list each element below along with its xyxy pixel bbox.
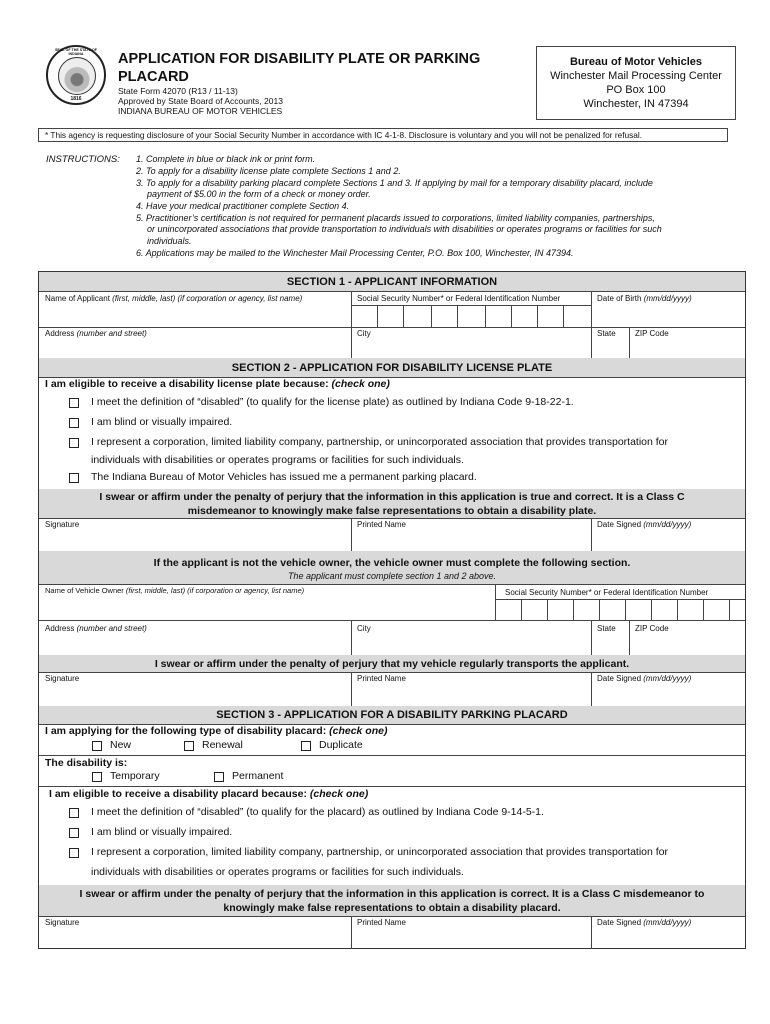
placard-type-question: I am applying for the following type of disability placard: (check one): [45, 725, 388, 737]
placard-swear-line2: knowingly make false representations to obtain a disability placard.: [223, 902, 561, 914]
owner-date-signed-input[interactable]: [592, 685, 742, 703]
seal-year: 1816: [70, 96, 82, 102]
section2-title: SECTION 2 - APPLICATION FOR DISABILITY LICENSE PLATE: [231, 362, 553, 374]
placard-duplicate-checkbox[interactable]: [301, 741, 311, 751]
owner-note: The applicant must complete section 1 and 2 above.: [287, 571, 497, 581]
bmv-center: Winchester Mail Processing Center: [550, 70, 722, 82]
owner-address-label: Address (number and street): [45, 624, 147, 633]
applicant-city-label: City: [357, 329, 371, 338]
placard-renewal-checkbox[interactable]: [184, 741, 194, 751]
plate-signature-field[interactable]: [43, 531, 349, 549]
agency-name: INDIANA BUREAU OF MOTOR VEHICLES: [118, 106, 283, 116]
plate-option-placard-holder-checkbox[interactable]: [69, 473, 79, 483]
owner-date-signed-label: Date Signed (mm/dd/yyyy): [597, 674, 692, 683]
instruction-item: individuals.: [147, 236, 192, 246]
placard-duplicate-label: Duplicate: [319, 739, 363, 751]
form-title: APPLICATION FOR DISABILITY PLATE OR PARKING PLACARD: [118, 51, 481, 85]
plate-option-organization-cont: individuals with disabilities or operates programs or facilities for such individuals.: [91, 454, 464, 466]
plate-printed-name-label: Printed Name: [357, 520, 406, 529]
mailing-address-box: [536, 46, 736, 120]
owner-address-input[interactable]: [43, 635, 349, 653]
plate-option-blind: I am blind or visually impaired.: [91, 416, 233, 428]
plate-option-placard-holder: The Indiana Bureau of Motor Vehicles has issued me a permanent parking placard.: [91, 471, 477, 483]
placard-option-blind: I am blind or visually impaired.: [91, 826, 233, 838]
applicant-state-input[interactable]: [592, 340, 628, 356]
instruction-item: 6. Applications may be mailed to the Winchester Mail Processing Center, P.O. Box 100, Winchester, IN 47394.: [136, 248, 574, 258]
plate-swear-line1: I swear or affirm under the penalty of perjury that the information in this application is true and correct. It is a Class C: [99, 491, 685, 503]
placard-printed-name-label: Printed Name: [357, 918, 406, 927]
instruction-item: 4. Have your medical practitioner complete Section 4.: [136, 201, 350, 211]
placard-eligibility-question: I am eligible to receive a disability placard because: (check one): [49, 788, 369, 800]
owner-zip-input[interactable]: [630, 635, 742, 653]
bmv-name: Bureau of Motor Vehicles: [569, 56, 703, 68]
seal-emblem-icon: [58, 57, 96, 95]
plate-option-organization: I represent a corporation, limited liability company, partnership, or unincorporated association that provides transportation for: [91, 436, 669, 448]
owner-city-input[interactable]: [352, 635, 590, 653]
applicant-name-input[interactable]: [43, 306, 349, 326]
owner-name-input[interactable]: [43, 598, 493, 618]
plate-date-signed-label: Date Signed (mm/dd/yyyy): [597, 520, 692, 529]
applicant-name-label: Name of Applicant (first, middle, last) (if corporation or agency, list name): [45, 294, 303, 303]
instruction-item: or unincorporated associations that provide transportation to individuals with disabilities or operates programs or facilities for such: [147, 224, 662, 234]
applicant-zip-label: ZIP Code: [635, 329, 669, 338]
plate-option-blind-checkbox[interactable]: [69, 418, 79, 428]
owner-state-input[interactable]: [592, 635, 628, 653]
plate-swear-line2: misdemeanor to knowingly make false representations to obtain a disability plate.: [187, 505, 597, 517]
application-form: [38, 271, 746, 949]
placard-option-disabled: I meet the definition of “disabled” (to qualify for the placard) as outlined by Indiana Code 9-14-5-1.: [91, 806, 544, 818]
bmv-city: Winchester, IN 47394: [583, 98, 689, 110]
owner-swear: I swear or affirm under the penalty of perjury that my vehicle regularly transports the applicant.: [154, 658, 630, 670]
instruction-item: 1. Complete in blue or black ink or print form.: [136, 154, 316, 164]
placard-new-label: New: [110, 739, 132, 751]
plate-option-disabled-checkbox[interactable]: [69, 398, 79, 408]
plate-option-organization-checkbox[interactable]: [69, 438, 79, 448]
applicant-dob-input[interactable]: [591, 306, 741, 326]
owner-printed-name-label: Printed Name: [357, 674, 406, 683]
owner-title: If the applicant is not the vehicle owner, the vehicle owner must complete the following section.: [153, 557, 631, 569]
owner-signature-label: Signature: [45, 674, 80, 683]
disability-temporary-label: Temporary: [110, 770, 160, 782]
approval-note: Approved by State Board of Accounts, 2013: [118, 96, 283, 106]
instruction-item: 3. To apply for a disability parking placard complete Sections 1 and 3. If applying by mail for a temporary disability placard, include: [136, 178, 653, 188]
owner-signature-field[interactable]: [43, 685, 349, 703]
plate-signature-label: Signature: [45, 520, 80, 529]
bmv-po-box: PO Box 100: [606, 84, 666, 96]
ssn-label: Social Security Number* or Federal Identification Number: [357, 294, 561, 303]
placard-renewal-label: Renewal: [202, 739, 243, 751]
applicant-address-label: Address (number and street): [45, 329, 147, 338]
form-number: State Form 42070 (R13 / 11-13): [118, 86, 238, 96]
applicant-state-label: State: [597, 329, 616, 338]
owner-city-label: City: [357, 624, 371, 633]
disability-permanent-label: Permanent: [232, 770, 284, 782]
plate-date-signed-input[interactable]: [592, 531, 742, 549]
placard-option-disabled-checkbox[interactable]: [69, 808, 79, 818]
plate-option-disabled: I meet the definition of “disabled” (to qualify for the license plate) as outlined by Indiana Code 9-18-22-1.: [91, 396, 574, 408]
instruction-item: payment of $5.00 in the form of a check or money order.: [147, 189, 371, 199]
instruction-item: 2. To apply for a disability license plate complete Sections 1 and 2.: [136, 166, 401, 176]
instruction-item: 5. Practitioner’s certification is not required for permanent placards issued to corporations, limited liability companies, partnerships,: [136, 213, 655, 223]
placard-signature-label: Signature: [45, 918, 80, 927]
disability-permanent-checkbox[interactable]: [214, 772, 224, 782]
placard-printed-name-input[interactable]: [352, 929, 590, 947]
placard-option-organization-checkbox[interactable]: [69, 848, 79, 858]
disability-duration-question: The disability is:: [45, 757, 128, 769]
applicant-city-input[interactable]: [351, 340, 591, 356]
owner-name-label: Name of Vehicle Owner (first, middle, last) (if corporation or agency, list name): [45, 586, 305, 595]
applicant-zip-input[interactable]: [629, 340, 743, 356]
placard-option-blind-checkbox[interactable]: [69, 828, 79, 838]
section1-title: SECTION 1 - APPLICANT INFORMATION: [286, 276, 498, 288]
owner-printed-name-input[interactable]: [352, 685, 590, 703]
placard-signature-field[interactable]: [43, 929, 349, 947]
placard-date-signed-label: Date Signed (mm/dd/yyyy): [597, 918, 692, 927]
owner-zip-label: ZIP Code: [635, 624, 669, 633]
section3-title: SECTION 3 - APPLICATION FOR A DISABILITY PARKING PLACARD: [216, 709, 568, 721]
dob-label: Date of Birth (mm/dd/yyyy): [597, 294, 692, 303]
plate-printed-name-input[interactable]: [352, 531, 590, 549]
disability-temporary-checkbox[interactable]: [92, 772, 102, 782]
placard-option-organization: I represent a corporation, limited liability company, partnership, or unincorporated association that provides transportation for: [91, 846, 669, 858]
placard-date-signed-input[interactable]: [592, 929, 742, 947]
owner-state-label: State: [597, 624, 616, 633]
instructions-label: INSTRUCTIONS:: [46, 154, 120, 165]
placard-option-organization-cont: individuals with disabilities or operates programs or facilities for such individuals.: [91, 866, 464, 878]
seal-text: SEAL OF THE STATE OF INDIANA: [55, 48, 97, 56]
plate-eligibility-question: I am eligible to receive a disability license plate because: (check one): [45, 378, 390, 390]
owner-ssn-input[interactable]: [497, 600, 743, 618]
placard-new-checkbox[interactable]: [92, 741, 102, 751]
state-seal: [46, 45, 106, 105]
ssn-disclosure: * This agency is requesting disclosure of your Social Security Number in accordance with IC 4-1-8. Disclosure is voluntary and you will not be penalized for refusal.: [38, 128, 728, 142]
applicant-ssn-input[interactable]: [351, 306, 591, 326]
applicant-address-input[interactable]: [43, 340, 349, 356]
placard-swear-line1: I swear or affirm under the penalty of perjury that the information in this application is correct. It is a Class C misdemeanor to: [79, 888, 705, 900]
owner-ssn-label: Social Security Number* or Federal Identification Number: [505, 588, 709, 597]
